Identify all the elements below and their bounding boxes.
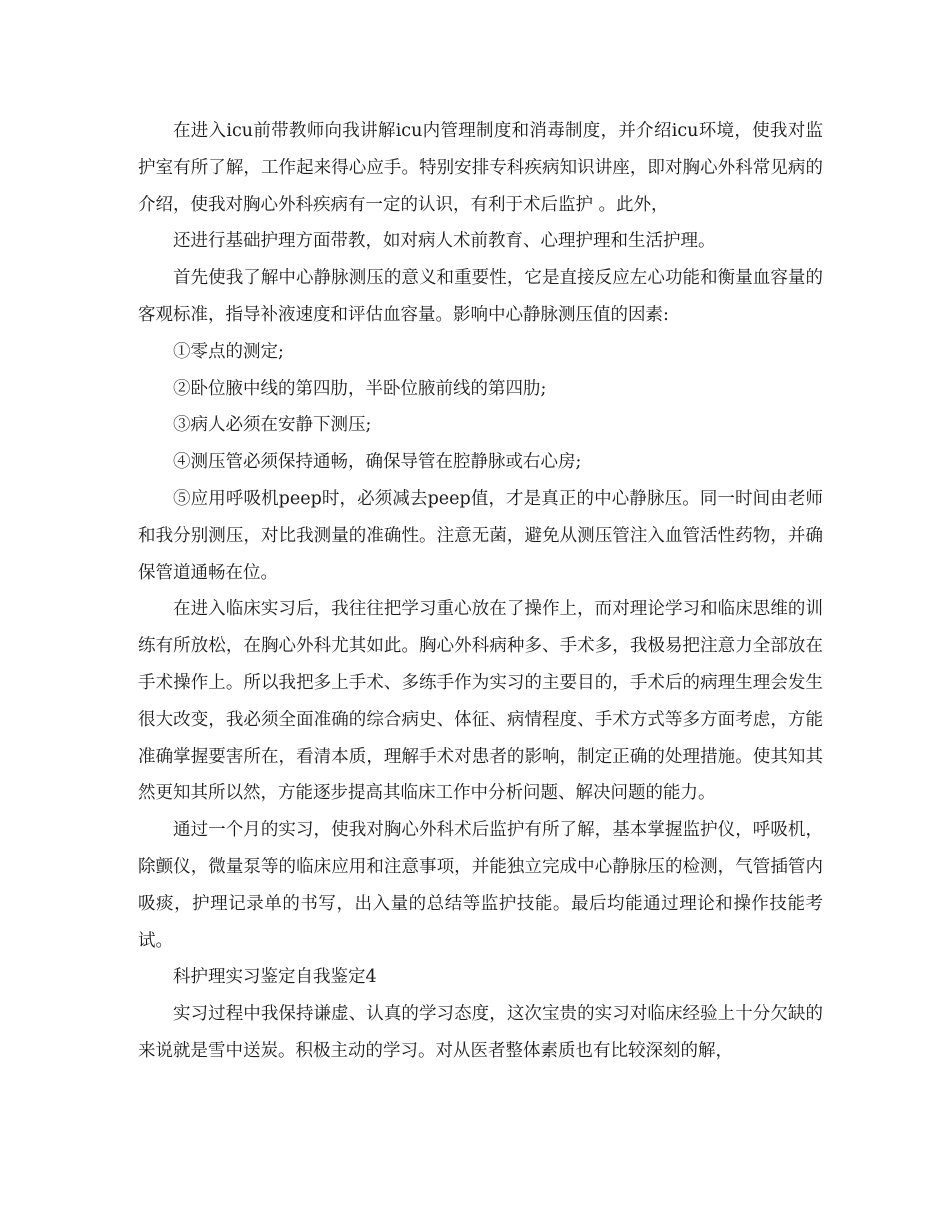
list-item-zero-point: ①零点的测定; [173,341,284,362]
paragraph-icu-intro: 在进入icu前带教师向我讲解icu内管理制度和消毒制度，并介绍icu环境，使我对监护室有所了解，工作起来得心应手。特别安排专科疾病知识讲座，即对胸心外科常见病的介绍，使我对胸心外科疾病有一定的认识，有利于术后监护 。此外， [138,121,823,215]
document-body [138,113,823,1070]
list-item-peep: ⑤应用呼吸机peep时，必须减去peep值，才是真正的中心静脉压。同一时间由老师和我分别测压，对比我测量的准确性。注意无菌，避免从测压管注入血管活性药物，并确保管道通畅在位。 [138,488,823,583]
paragraph-clinical-practice: 在进入临床实习后，我往往把学习重心放在了操作上，而对理论学习和临床思维的训练有所放松，在胸心外科尤其如此。胸心外科病种多、手术多，我极易把注意力全部放在手术操作上。所以我把多上手术、多练手作为实习的主要目的，手术后的病理生理会发生很大改变，我必须全面准确的综合病史、体征、病情程度、手术方式等多方面考虑，方能准确掌握要害所在，看清本质，理解手术对患者的影响，制定正确的处理措施。使其知其然更知其所以然，方能逐步提高其临床工作中分析问题、解决问题的能力。 [138,599,823,804]
paragraph-attitude: 实习过程中我保持谦虚、认真的学习态度，这次宝贵的实习对临床经验上十分欠缺的来说就是雪中送炭。积极主动的学习。对从医者整体素质也有比较深刻的解， [138,1004,823,1061]
paragraph-cvp-intro: 首先使我了解中心静脉测压的意义和重要性，它是直接反应左心功能和衡量血容量的客观标准，指导补液速度和评估血容量。影响中心静脉测压值的因素: [138,268,823,325]
list-item-patency: ④测压管必须保持通畅，确保导管在腔静脉或右心房; [173,452,582,473]
list-item-position: ②卧位腋中线的第四肋，半卧位腋前线的第四肋; [173,378,547,399]
paragraph-basic-nursing: 还进行基础护理方面带教，如对病人术前教育、心理护理和生活护理。 [173,231,716,252]
list-item-quiet: ③病人必须在安静下测压; [173,415,372,436]
paragraph-summary: 通过一个月的实习，使我对胸心外科术后监护有所了解，基本掌握监护仪，呼吸机，除颤仪，微量泵等的临床应用和注意事项，并能独立完成中心静脉压的检测，气管插管内吸痰，护理记录单的书写，出入量的总结等监护技能。最后均能通过理论和操作技能考试。 [138,820,823,951]
section-heading: 科护理实习鉴定自我鉴定4 [173,967,377,988]
